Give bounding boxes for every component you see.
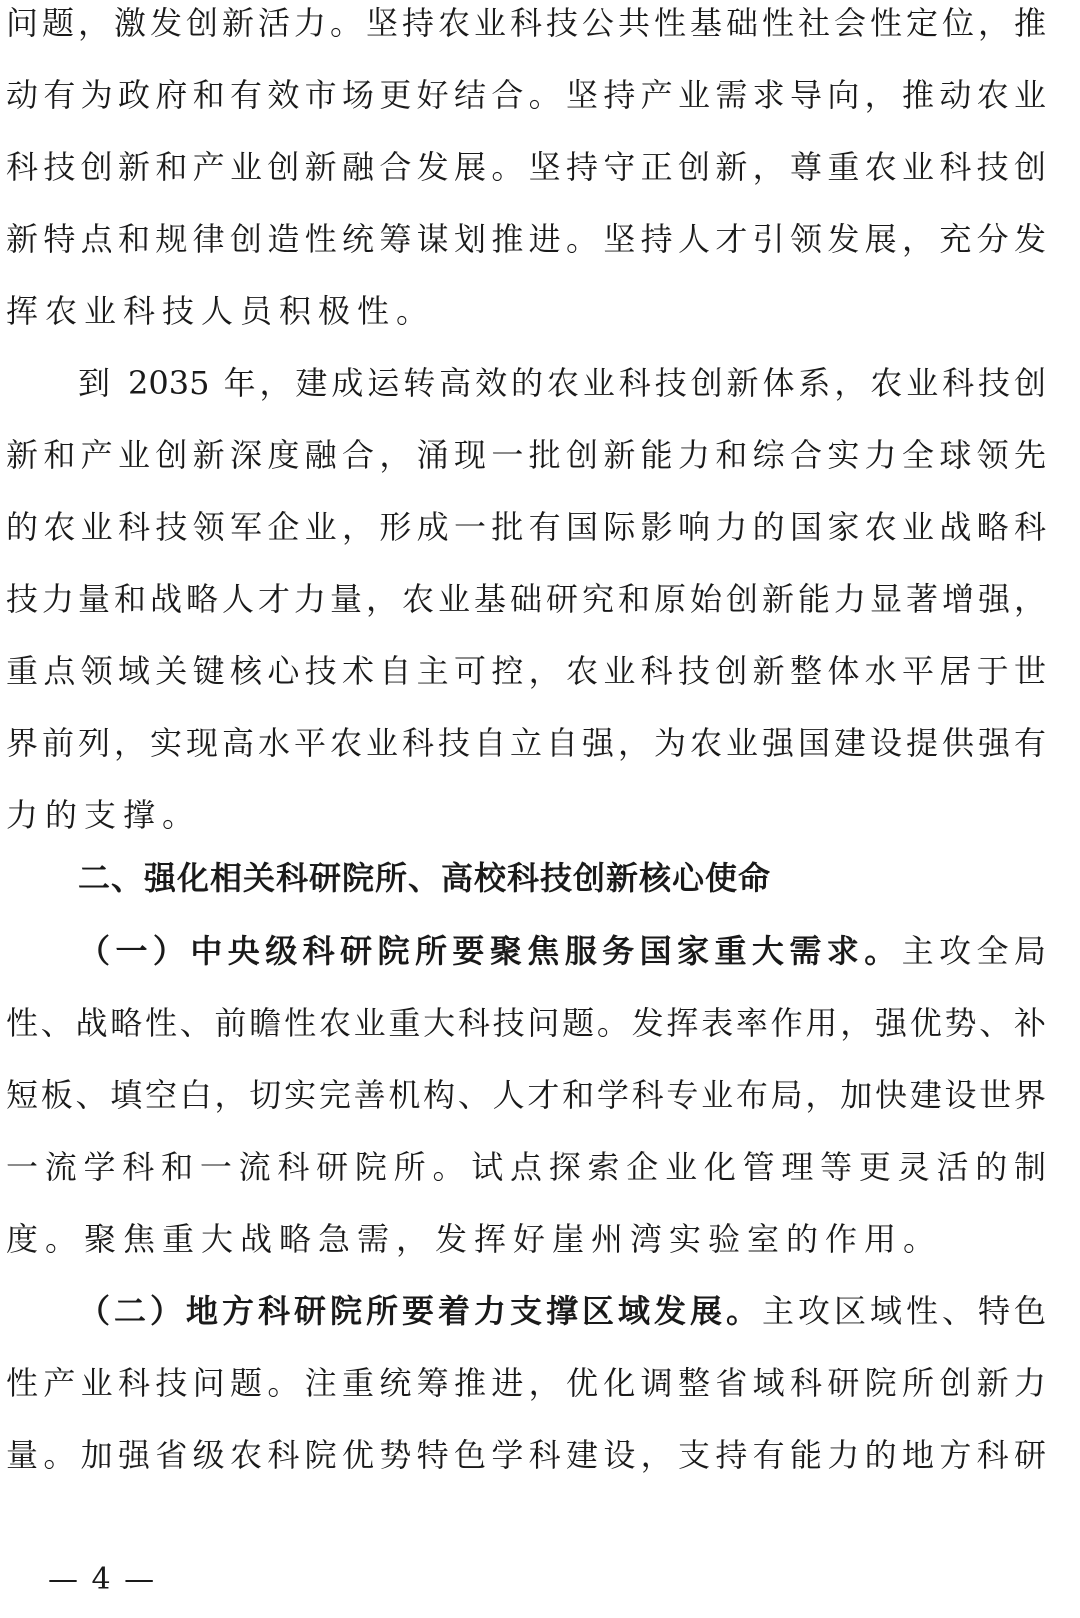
subsection-line <box>78 1291 1046 1331</box>
subsection-text: 主攻全局 <box>901 932 1046 970</box>
text-line: 动有为政府和有效市场更好结合。坚持产业需求导向，推动农业 <box>6 76 1046 114</box>
text-line: 新和产业创新深度融合，涌现一批创新能力和综合实力全球领先 <box>6 436 1046 474</box>
subsection-text: 主攻区域性、特色 <box>761 1292 1046 1330</box>
text-line: 科技创新和产业创新融合发展。坚持守正创新，尊重农业科技创 <box>6 148 1046 186</box>
section-heading: 二、强化相关科研院所、高校科技创新核心使命 <box>78 859 772 897</box>
text-line: 到 2035 年，建成运转高效的农业科技创新体系，农业科技创 <box>78 364 1046 402</box>
text-line: 界前列，实现高水平农业科技自立自强，为农业强国建设提供强有 <box>6 724 1046 762</box>
text-line: 短板、填空白，切实完善机构、人才和学科专业布局，加快建设世界 <box>6 1076 1046 1114</box>
subsection-title: （一）中央级科研院所要聚焦服务国家重大需求。 <box>78 932 902 970</box>
page-number: — 4 — <box>48 1562 157 1597</box>
text-line: 一流学科和一流科研院所。试点探索企业化管理等更灵活的制 <box>6 1148 1046 1186</box>
text-line: 问题，激发创新活力。坚持农业科技公共性基础性社会性定位，推 <box>6 4 1046 42</box>
text-line: 的农业科技领军企业，形成一批有国际影响力的国家农业战略科 <box>6 508 1046 546</box>
subsection-title: （二）地方科研院所要着力支撑区域发展。 <box>78 1292 762 1330</box>
text-line: 新特点和规律创造性统筹谋划推进。坚持人才引领发展，充分发 <box>6 220 1046 258</box>
text-line: 挥农业科技人员积极性。 <box>6 292 436 330</box>
text-line: 量。加强省级农科院优势特色学科建设，支持有能力的地方科研 <box>6 1436 1046 1474</box>
text-line: 技力量和战略人才力量，农业基础研究和原始创新能力显著增强， <box>6 580 1046 618</box>
text-line: 力的支撑。 <box>6 796 202 834</box>
text-line: 度。聚焦重大战略急需，发挥好崖州湾实验室的作用。 <box>6 1220 943 1258</box>
text-line: 重点领域关键核心技术自主可控，农业科技创新整体水平居于世 <box>6 652 1046 690</box>
text-line: 性产业科技问题。注重统筹推进，优化调整省域科研院所创新力 <box>6 1364 1046 1402</box>
subsection-line <box>78 931 1046 971</box>
text-line: 性、战略性、前瞻性农业重大科技问题。发挥表率作用，强优势、补 <box>6 1004 1046 1042</box>
